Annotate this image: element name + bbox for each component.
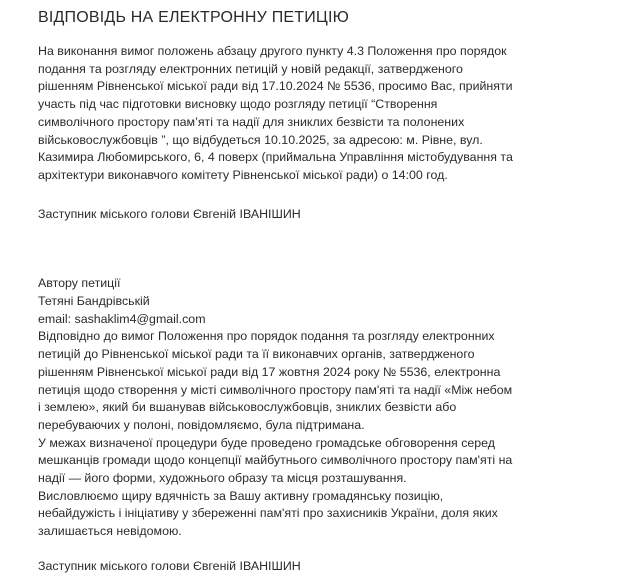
text-line: У межах визначеної процедури буде проведено громадське обговорення серед [38, 435, 496, 450]
text-line: надії — його форми, художнього образу та місця розташування. [38, 471, 407, 486]
text-line: петиція щодо створення у місті символічного простору пам'яті та надії «Між небом [38, 382, 513, 397]
page-title: ВІДПОВІДЬ НА ЕЛЕКТРОННУ ПЕТИЦІЮ [38, 9, 349, 26]
text-line: військовослужбовців ”, що відбудеться 10.10.2025, за адресою: м. Рівне, вул. [38, 132, 483, 147]
signature-second: Заступник міського голови Євгеній ІВАНІШИН [38, 558, 301, 573]
text-line: участь під час підготовки висновку щодо розгляду петиції “Створення [38, 97, 438, 112]
text-line: Відповідно до вимог Положення про порядок подання та розгляду електронних [38, 329, 495, 344]
addressee-label: Автору петиції [38, 276, 121, 291]
text-line: подання та розгляду електронних петицій у новій редакції, затвердженого [38, 61, 463, 76]
addressee-email: email: sashaklim4@gmail.com [38, 311, 206, 326]
text-line: символічного простору пам’яті та надії для зниклих безвісти та полонених [38, 114, 465, 129]
invitation-paragraph [38, 43, 630, 185]
signature-first: Заступник міського голови Євгеній ІВАНІШИН [38, 206, 301, 221]
text-line: і землею», який би вшанував військовослужбовців, зниклих безвісти або [38, 400, 457, 415]
text-line: петицій до Рівненської міської ради та її виконавчих органів, затвердженого [38, 347, 475, 362]
text-line: На виконання вимог положень абзацу другого пункту 4.3 Положення про порядок [38, 44, 507, 58]
reply-section [38, 275, 630, 541]
addressee-name: Тетяні Бандрівській [38, 294, 150, 309]
text-line: рішенням Рівненської міської ради від 17 жовтня 2024 року № 5536, електронна [38, 364, 501, 379]
text-line: рішенням Рівненської міської ради від 17.10.2024 № 5536, просимо Вас, прийняти [38, 79, 513, 94]
text-line: небайдужість і ініціативу у збереженні пам'яті про захисників України, доля яких [38, 506, 498, 521]
petition-response-page [38, 0, 630, 576]
text-line: мешканців громади щодо концепції майбутнього символічного простору пам'яті на [38, 453, 513, 468]
text-line: Казимира Любомирського, 6, 4 поверх (приймальна Управління містобудування та [38, 150, 513, 165]
text-line: архітектури виконавчого комітету Рівненської міської ради) о 14:00 год. [38, 167, 448, 182]
text-line: перебуваючих у полоні, повідомляємо, була підтримана. [38, 417, 365, 432]
text-line: Висловлюємо щиру вдячність за Вашу активну громадянську позицію, [38, 488, 444, 503]
text-line: залишається невідомою. [38, 524, 182, 539]
